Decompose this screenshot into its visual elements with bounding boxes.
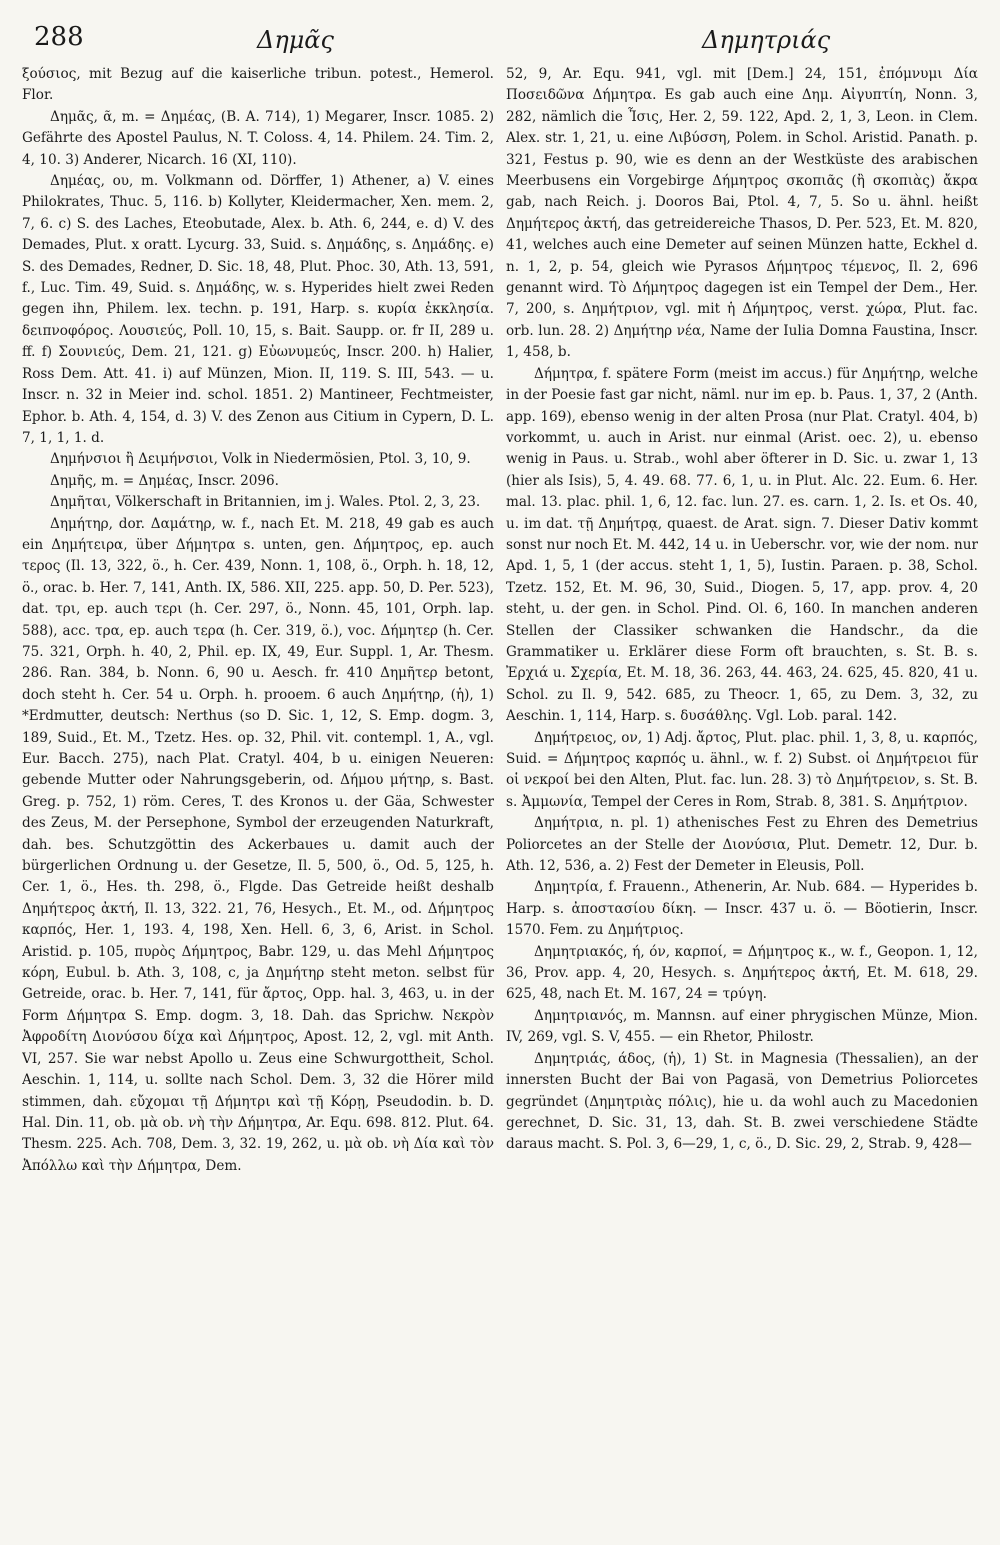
dictionary-entry: 52, 9, Ar. Equ. 941, vgl. mit [Dem.] 24, 151, ἐπόμνυμι Δία Ποσειδῶνα Δήμητρα. Es gab auch eine Δημ. Αἰγυπτίη, Nonn. 3, 282, nämlich die Ἶσις, Her. 2, 59. 122, Apd. 2, 1, 3, Leon. in Clem. Alex. str. 1, 21, u. eine Λιβύσση, Polem. in Schol. Aristid. Panath. p. 321, Festus p. 90, wie es denn an der Westküste des arabischen Meerbusens ein Vorgebirge Δήμητρος σκοπιᾶς (ἢ σκοπιὰς) ἄκρα gab, nach Reich. j. Dooros Bai, Ptol. 4, 7, 5. So u. ähnl. heißt Δημήτερος ἀκτή, das getreidereiche Thasos, D. Per. 523, Et. M. 820, 41, welches auch eine Demeter auf seinen Münzen hatte, Eckhel d. n. 1, 2, p. 54, gleich wie Pyrasos Δήμητρος τέμενος, Il. 2, 696 genannt wird. Τὸ Δήμητρος dagegen ist ein Tempel der Dem., Her. 7, 200, s. Δημήτριον, vgl. mit ἡ Δήμητρος, verst. χώρα, Plut. fac. orb. lun. 28. 2) Δημήτηρ νέα, Name der Iulia Domna Faustina, Inscr. 1, 458, b. xyxy=(506,66,978,361)
dictionary-entry: Δημᾶς, ᾶ, m. = Δημέας, (B. A. 714), 1) Megarer, Inscr. 1085. 2) Gefährte des Apostel Paulus, N. T. Coloss. 4, 14. Philem. 24. Tim. 2, 4, 10. 3) Anderer, Nicarch. 16 (XI, 110). xyxy=(22,108,494,168)
right-running-headword: Δημητριάς xyxy=(702,26,831,54)
dictionary-entry: Δημέας, ου, m. Volkmann od. Dörffer, 1) Athener, a) V. eines Philokrates, Thuc. 5, 116. b) Kollyter, Kleidermacher, Xen. mem. 2, 7, 6. c) S. des Laches, Eteobutade, Alex. b. Ath. 6, 244, e. d) V. des Demades, Plut. x oratt. Lycurg. 33, Suid. s. Δημάδης, s. Δημάδης. e) S. des Demades, Redner, D. Sic. 18, 48, Plut. Phoc. 30, Ath. 13, 591, f., Luc. Tim. 49, Suid. s. Δημάδης, w. s. Hyperides hielt zwei Reden gegen ihn, Philem. lex. techn. p. 191, Harp. s. κυρία ἐκκλησία. δειπνοφόρος. Λουσιεύς, Poll. 10, 15, s. Bait. Saupp. or. fr II, 289 u. ff. f) Σουνιεύς, Dem. 21, 121. g) Εὐωνυμεύς, Inscr. 200. h) Halier, Ross Dem. Att. 41. i) auf Münzen, Mion. II, 119. S. III, 543. — u. Inscr. n. 32 in Meier ind. schol. 1851. 2) Mantineer, Fechtmeister, Ephor. b. Ath. 4, 154, d. 3) V. des Zenon aus Citium in Cypern, D. L. 7, 1, 1, 1. d. xyxy=(22,173,494,446)
left-running-headword: Δημᾶς xyxy=(257,26,334,54)
dictionary-entry: Δημητριανός, m. Mannsn. auf einer phrygischen Münze, Mion. IV, 269, vgl. S. V, 455. — ein Rhetor, Philostr. xyxy=(506,1007,978,1046)
dictionary-entry: Δημήτηρ, dor. Δαμάτηρ, w. f., nach Et. M. 218, 49 gab es auch ein Δημήτειρα, über Δήμητρα s. unten, gen. Δήμητρος, ep. auch τερος (Il. 13, 322, ö., h. Cer. 439, Nonn. 1, 108, ö., Orph. h. 18, 12, ö., orac. b. Her. 7, 141, Anth. IX, 586. XII, 225. app. 50, D. Per. 523), dat. τρι, ep. auch τερι (h. Cer. 297, ö., Nonn. 45, 101, Orph. lap. 588), acc. τρα, ep. auch τερα (h. Cer. 319, ö.), voc. Δήμητερ (h. Cer. 75. 321, Orph. h. 40, 2, Phil. ep. IX, 49, Eur. Suppl. 1, Ar. Thesm. 286. Ran. 384, b. Nonn. 6, 90 u. Aesch. fr. 410 Δημῆτερ betont, doch steht h. Cer. 54 u. Orph. h. prooem. 6 auch Δημήτηρ, (ἡ), 1) *Erdmutter, deutsch: Nerthus (so D. Sic. 1, 12, S. Emp. dogm. 3, 189, Suid., Et. M., Tzetz. Hes. op. 32, Phil. vit. contempl. 1, A., vgl. Eur. Bacch. 275), nach Plat. Cratyl. 404, b u. einigen Neueren: gebende Mutter oder Nahrungsgeberin, od. Δήμου μήτηρ, s. Bast. Greg. p. 752, 1) röm. Ceres, T. des Kronos u. der Gäa, Schwester des Zeus, M. der Persephone, Symbol der erzeugenden Naturkraft, dah. bes. Schutzgöttin des Ackerbaues u. damit auch der bürgerlichen Ordnung u. der Gesetze, Il. 5, 500, ö., Od. 5, 125, h. Cer. 1, ö., Hes. th. 298, ö., Flgde. Das Getreide heißt deshalb Δημήτερος ἀκτή, Il. 13, 322. 21, 76, Hesych., Et. M., od. Δήμητρος καρπός, Her. 1, 193. 4, 198, Xen. Hell. 6, 3, 6, Arist. in Schol. Aristid. p. 105, πυρὸς Δήμητρος, Babr. 129, u. das Mehl Δήμητρος κόρη, Eubul. b. Ath. 3, 108, c, ja Δημήτηρ steht meton. selbst für Getreide, orac. b. Her. 7, 141, für ἄρτος, Opp. hal. 3, 463, u. in der Form Δήμητρα S. Emp. dogm. 3, 18. Dah. das Sprichw. Νεκρὸν Ἀφροδίτη Διονύσου δίχα καὶ Δήμητρος, Apost. 12, 2, vgl. mit Anth. VI, 257. Sie war nebst Apollo u. Zeus eine Schwurgottheit, Schol. Aeschin. 1, 114, u. sollte nach Schol. Dem. 3, 32 die Hörer mild stimmen, dah. εὔχομαι τῇ Δήμητρι καὶ τῇ Κόρῃ, Pseudodin. b. D. Hal. Din. 11, ob. μὰ ob. νὴ τὴν Δήμητρα, Ar. Equ. 698. 812. Plut. 64. Thesm. 225. Ach. 708, Dem. 3, 32. 19, 262, u. μὰ ob. νὴ Δία καὶ τὸν Ἀπόλλω καὶ τὴν Δήμητρα, Dem. xyxy=(22,515,494,1174)
dictionary-entry: Δημῆται, Völkerschaft in Britannien, im j. Wales. Ptol. 2, 3, 23. xyxy=(50,494,481,511)
dictionary-entry: Δήμητρα, f. spätere Form (meist im accus.) für Δημήτηρ, welche in der Poesie fast gar nicht, näml. nur im ep. b. Paus. 1, 37, 2 (Anth. app. 169), ebenso wenig in der alten Prosa (nur Plat. Cratyl. 404, b) vorkommt, u. auch in Arist. nur einmal (Arist. oec. 2), u. ebenso wenig in Paus. u. Strab., wohl aber öfterer in D. Sic. u. zwar 1, 13 (hier als Isis), 5, 4. 49. 68. 77. 6, 1, u. in Plut. Alc. 22. Eum. 6. Her. mal. 13. plac. phil. 1, 6, 12. fac. lun. 27. es. carn. 1, 2. Is. et Os. 40, u. im dat. τῇ Δημήτρᾳ, quaest. de Arat. sign. 7. Dieser Dativ kommt sonst nur noch Et. M. 442, 14 u. in Ueberschr. vor, wie der nom. nur Apd. 1, 5, 1 (der accus. steht 1, 1, 5), Iustin. Paraen. p. 38, Schol. Tzetz. 152, Et. M. 96, 30, Suid., Diogen. 5, 17, app. prov. 4, 20 steht, u. der gen. in Schol. Pind. Ol. 6, 160. In manchen anderen Stellen der Classiker schwanken die Handschr., da die Grammatiker u. Erklärer diese Form oft brauchten, s. St. B. s. Ἐρχιά u. Σχερία, Et. M. 18, 36. 263, 44. 463, 24. 625, 45. 820, 41 u. Schol. zu Il. 9, 542. 685, zu Theocr. 1, 65, zu Dem. 3, 32, zu Aeschin. 1, 114, Harp. s. δυσάθλης. Vgl. Lob. paral. 142. xyxy=(506,365,978,725)
dictionary-entry: Δημητρία, f. Frauenn., Athenerin, Ar. Nub. 684. — Hyperides b. Harp. s. ἀποστασίου δίκη. — Inscr. 437 u. ö. — Böotierin, Inscr. 1570. Fem. zu Δημήτριος. xyxy=(506,879,978,939)
dictionary-entry: Δημητριακός, ή, όν, καρποί, = Δήμητρος κ., w. f., Geopon. 1, 12, 36, Prov. app. 4, 20, Hesych. s. Δημήτερος ἀκτή, Et. M. 618, 29. 625, 48, nach Et. M. 167, 24 = τρύγη. xyxy=(506,943,978,1003)
right-column xyxy=(506,64,978,1534)
running-header xyxy=(22,14,978,64)
dictionary-entry: Δημήτρειος, ον, 1) Adj. ἄρτος, Plut. plac. phil. 1, 3, 8, u. καρπός, Suid. = Δήμητρος καρπός u. ähnl., w. f. 2) Subst. οἱ Δημήτρειοι für οἱ νεκροί bei den Alten, Plut. fac. lun. 28. 3) τὸ Δημήτρειον, s. St. B. s. Ἀμμωνία, Tempel der Ceres in Rom, Strab. 8, 381. S. Δημήτριον. xyxy=(506,729,978,810)
two-column-body xyxy=(22,64,978,1534)
left-column xyxy=(22,64,494,1534)
dictionary-entry: ξούσιος, mit Bezug auf die kaiserliche tribun. potest., Hemerol. Flor. xyxy=(22,66,494,104)
dictionary-entry: Δημήτρια, n. pl. 1) athenisches Fest zu Ehren des Demetrius Poliorcetes an der Stelle der Διονύσια, Plut. Demetr. 12, Dur. b. Ath. 12, 536, a. 2) Fest der Demeter in Eleusis, Poll. xyxy=(506,815,978,875)
page-number: 288 xyxy=(34,22,84,52)
dictionary-entry: Δημῆς, m. = Δημέας, Inscr. 2096. xyxy=(50,472,279,489)
dictionary-entry: Δημήνσιοι ἢ Δειμήνσιοι, Volk in Niedermösien, Ptol. 3, 10, 9. xyxy=(50,451,471,468)
dictionary-entry: Δημητριάς, άδος, (ἡ), 1) St. in Magnesia (Thessalien), an der innersten Bucht der Bai von Pagasä, von Demetrius Poliorcetes gegründet (Δημητριὰς πόλις), hie u. da wohl auch zu Macedonien gerechnet, D. Sic. 31, 13, dah. St. B. zwei verschiedene Städte daraus macht. S. Pol. 3, 6—29, 1, c, ö., D. Sic. 29, 2, Strab. 9, 428— xyxy=(506,1050,978,1153)
